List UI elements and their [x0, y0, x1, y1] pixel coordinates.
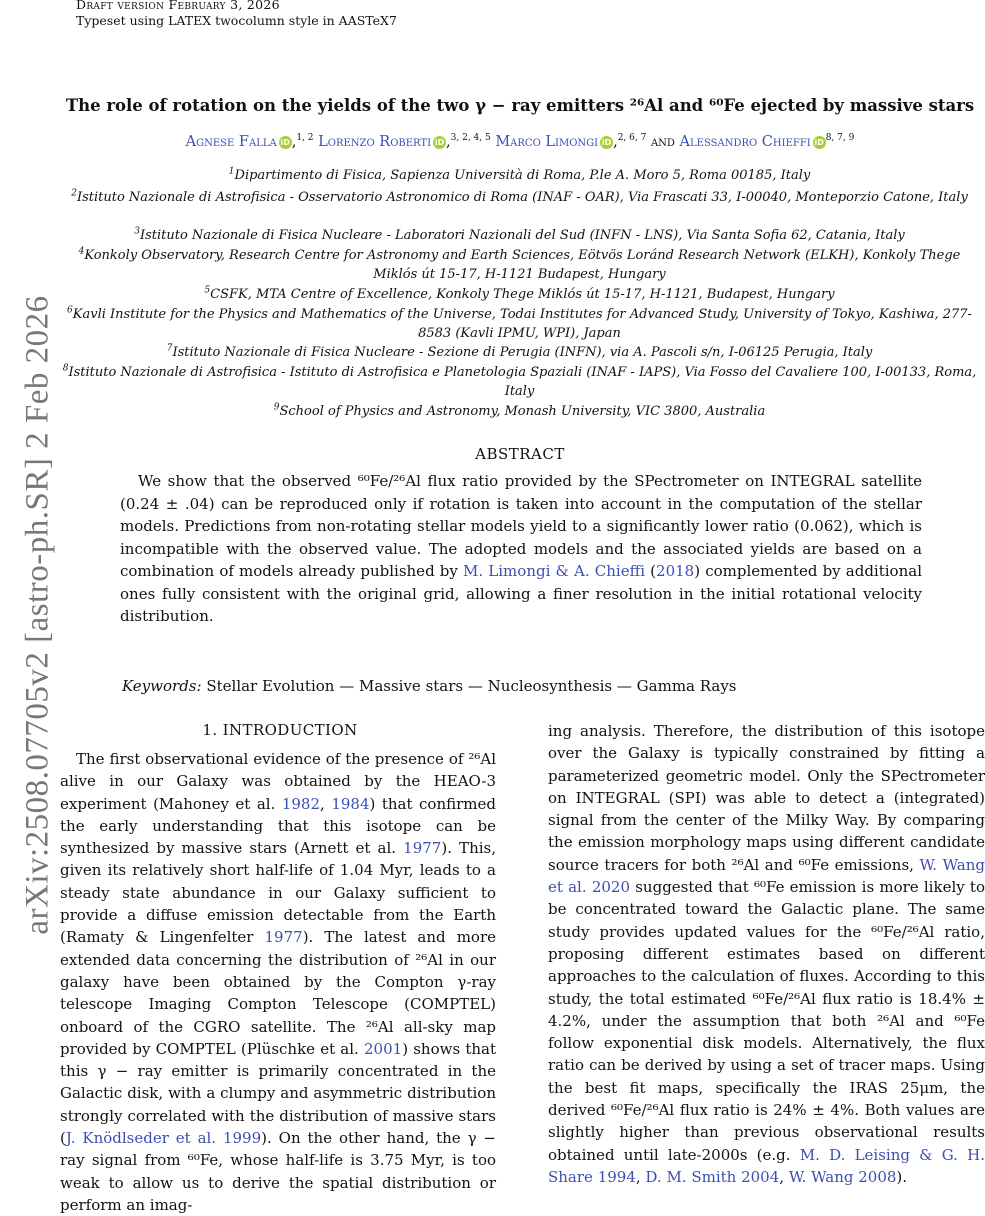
keywords: [122, 677, 737, 695]
keywords-text: Stellar Evolution — Massive stars — Nucleosynthesis — Gamma Rays: [206, 677, 737, 695]
citation-link[interactable]: D. M. Smith 2004: [645, 1167, 780, 1186]
citation-link[interactable]: 1982: [281, 794, 321, 813]
affiliation: [62, 402, 977, 421]
and-word: and: [650, 134, 675, 150]
affiliation: [62, 343, 977, 362]
body-text: ,: [779, 1167, 789, 1186]
affiliation-text: Dipartimento di Fisica, Sapienza Università di Roma, P.le A. Moro 5, Roma 00185, Italy: [234, 168, 811, 183]
affiliation: [62, 246, 977, 284]
affiliation-number: 8: [62, 363, 69, 374]
author-affil: 8, 7, 9: [825, 133, 855, 144]
body-text: ). The latest and more extended data concerning the distribution of ²⁶Al in our galaxy have been obtained by the Compton γ-ray telescope Imaging Compton Telescope (COMPTEL) onboard of the CGRO satellite. The ²⁶Al all-sky map provided by COMPTEL (Plüschke et al.: [60, 928, 496, 1058]
citation-link[interactable]: M. D. Leising & G. H. Share 1994: [548, 1145, 985, 1186]
arxiv-id[interactable]: arXiv:2508.07705v2 [astro-ph.SR] 2 Feb 2026: [19, 295, 56, 935]
affiliation-number: 9: [273, 402, 280, 413]
citation-year-link[interactable]: 2018: [656, 562, 695, 580]
body-text: ing analysis. Therefore, the distribution of this isotope over the Galaxy is typically constrained by fitting a parameterized geometric model. Only the SPectrometer on INTEGRAL (SPI) was able to detect a (integrated) signal from the center of the Milky Way. By comparing the emission morphology maps using different candidate source tracers for both ²⁶Al and ⁶⁰Fe emissions,: [548, 722, 985, 874]
orcid-icon[interactable]: iD: [601, 138, 612, 147]
citation-link[interactable]: W. Wang et al. 2020: [548, 855, 985, 897]
body-text: The first observational evidence of the presence of ²⁶Al alive in our Galaxy was obtained by the HEAO-3 experiment (Mahoney et al.: [60, 750, 496, 813]
affiliation-number: 1: [228, 166, 235, 177]
citation-link[interactable]: J. Knödlseder et al. 1999: [65, 1129, 262, 1148]
affiliation-text: School of Physics and Astronomy, Monash University, VIC 3800, Australia: [279, 404, 766, 419]
affiliation-number: 3: [134, 226, 140, 237]
orcid-icon[interactable]: iD: [814, 138, 824, 147]
author-name[interactable]: Alessandro Chieffi: [679, 134, 811, 150]
affiliation-number: 5: [204, 285, 211, 296]
citation-link[interactable]: 1977: [403, 839, 442, 858]
body-text: ,: [320, 794, 332, 813]
affiliation-number: 2: [71, 188, 77, 199]
citation-link[interactable]: M. Limongi & A. Chieffi: [463, 562, 646, 580]
citation-link[interactable]: 1977: [264, 928, 303, 947]
affiliation: [62, 226, 977, 245]
affiliation-number: 4: [78, 246, 85, 257]
draft-version: Draft version February 3, 2026: [76, 0, 280, 12]
affiliation-number: 6: [67, 305, 73, 316]
affiliation: [62, 363, 977, 401]
citation-link[interactable]: W. Wang 2008: [788, 1167, 897, 1186]
affiliation-text: Kavli Institute for the Physics and Mathematics of the Universe, Todai Institutes for Advanced Study, University of Tokyo, Kashiwa, 277-8583 (Kavli IPMU, WPI), Japan: [72, 307, 972, 341]
author-affil: 3, 2, 4, 5: [450, 133, 491, 144]
affiliation: [62, 305, 977, 343]
affiliation-text: Istituto Nazionale di Fisica Nucleare - Sezione di Perugia (INFN), via A. Pascoli s/n, I-06125 Perugia, Italy: [172, 345, 873, 360]
citation-link[interactable]: 1984: [331, 794, 370, 813]
body-text: ). On the other hand, the γ − ray signal from ⁶⁰Fe, whose half-life is 3.75 Myr, is too weak to allow us to derive the spatial distribution or perform an imag-: [60, 1129, 496, 1214]
author-name[interactable]: Marco Limongi: [495, 134, 599, 150]
affiliation-text: Istituto Nazionale di Astrofisica - Osservatorio Astronomico di Roma (INAF - OAR), Via Frascati 33, I-00040, Monteporzio Catone, Italy: [76, 190, 968, 205]
section-heading: 1. INTRODUCTION: [202, 721, 358, 739]
affiliation-text: Konkoly Observatory, Research Centre for Astronomy and Earth Sciences, Eötvös Loránd Research Network (ELKH), Konkoly Thege Miklós út 15-17, H-1121 Budapest, Hungary: [84, 248, 961, 282]
author-affil: 1, 2: [296, 133, 314, 144]
typeset-note: Typeset using LATEX twocolumn style in AASTeX7: [76, 13, 397, 28]
paper-title: The role of rotation on the yields of the two γ − ray emitters ²⁶Al and ⁶⁰Fe ejected by massive stars: [65, 96, 975, 115]
affiliation-text: Istituto Nazionale di Astrofisica - Istituto di Astrofisica e Planetologia Spaziali (INAF - IAPS), Via Fosso del Cavaliere 100, I-00133, Roma, Italy: [68, 365, 977, 399]
author-affil: 2, 6, 7: [617, 133, 647, 144]
author-name[interactable]: Agnese Falla: [185, 134, 277, 150]
running-header: [76, 0, 397, 29]
affiliation-text: Istituto Nazionale di Fisica Nucleare - Laboratori Nazionali del Sud (INFN - LNS), Via Santa Sofia 62, Catania, Italy: [139, 228, 905, 243]
body-text: suggested that ⁶⁰Fe emission is more likely to be concentrated toward the Galactic plane. The same study provides updated values for the ⁶⁰Fe/²⁶Al ratio, proposing different estimates based on different approaches to the calculation of fluxes. According to this study, the total estimated ⁶⁰Fe/²⁶Al flux ratio is 18.4% ± 4.2%, under the assumption that both ²⁶Al and ⁶⁰Fe follow exponential disk models. Alternatively, the flux ratio can be derived by using a set of tracer maps. Using the best fit maps, specifically the IRAS 25μm, the derived ⁶⁰Fe/²⁶Al flux ratio is 24% ± 4%. Both values are slightly higher than previous observational results obtained until late-2000s (e.g.: [548, 878, 985, 1164]
body-text: ). This, given its relatively short half-life of 1.04 Myr, leads to a steady state abundance in our Galaxy sufficient to provide a diffuse emission detectable from the Earth (Ramaty & Lingenfelter: [60, 839, 496, 947]
abstract-heading: ABSTRACT: [475, 445, 565, 463]
orcid-icon[interactable]: iD: [280, 138, 290, 147]
abstract-body: We show that the observed ⁶⁰Fe/²⁶Al flux ratio provided by the SPectrometer on INTEGRAL satellite (0.24 ± .04) can be reproduced only if rotation is taken into account in the computation of the stellar models. Predictions from non-rotating stellar models yield to a significantly lower ratio (0.062), which is incompatible with the observed value. The adopted models and the associated yields are based on a combination of models already published by M. Limongi & A. Chieffi (2018) complemented by additional ones fully consistent with the original grid, allowing a finer resolution in the initial rotational velocity distribution.: [120, 472, 922, 625]
keywords-label: Keywords:: [122, 677, 202, 695]
affiliation: [62, 166, 977, 185]
affiliation: [62, 285, 977, 304]
author-name[interactable]: Lorenzo Roberti: [318, 134, 432, 150]
author-list: Agnese Falla iD ,$^{1, 2}$ Lorenzo Roberti iD ,$^{3, 2, 4, 5}$ Marco Limongi iD ,$^{2, 6, 7}$ and Alessandro Chieffi iD $^{8, 7, 9}$: [185, 133, 855, 150]
orcid-icon[interactable]: iD: [434, 138, 445, 147]
body-text: ,: [635, 1167, 646, 1186]
affiliation: [62, 188, 977, 207]
body-text: ).: [896, 1167, 908, 1186]
body-text: ) shows that this γ − ray emitter is primarily concentrated in the Galactic disk, with a clumpy and asymmetric distribution strongly correlated with the distribution of massive stars (: [60, 1039, 496, 1148]
abstract-text: We show that the observed ⁶⁰Fe/²⁶Al flux ratio provided by the SPectrometer on INTEGRAL satellite (0.24 ± .04) can be reproduced only if rotation is taken into account in the computation of the stellar models. Predictions from non-rotating stellar models yield to a significantly lower ratio (0.062), which is incompatible with the observed value. The adopted models and the associated yields are based on a combination of models already published by: [120, 472, 922, 580]
affiliation-number: 7: [166, 343, 173, 354]
abstract-text: complemented by additional ones fully consistent with the original grid, allowing a finer resolution in the initial rotational velocity distribution.: [120, 562, 922, 625]
body-text: ) that confirmed the early understanding that this isotope can be synthesized by massive stars (Arnett et al.: [60, 794, 496, 858]
intro-right-column: [548, 720, 985, 1188]
affiliation-text: CSFK, MTA Centre of Excellence, Konkoly Thege Miklós út 15-17, H-1121, Budapest, Hungary: [210, 287, 835, 302]
citation-link[interactable]: 2001: [364, 1039, 403, 1058]
intro-left-column: [60, 748, 496, 1216]
